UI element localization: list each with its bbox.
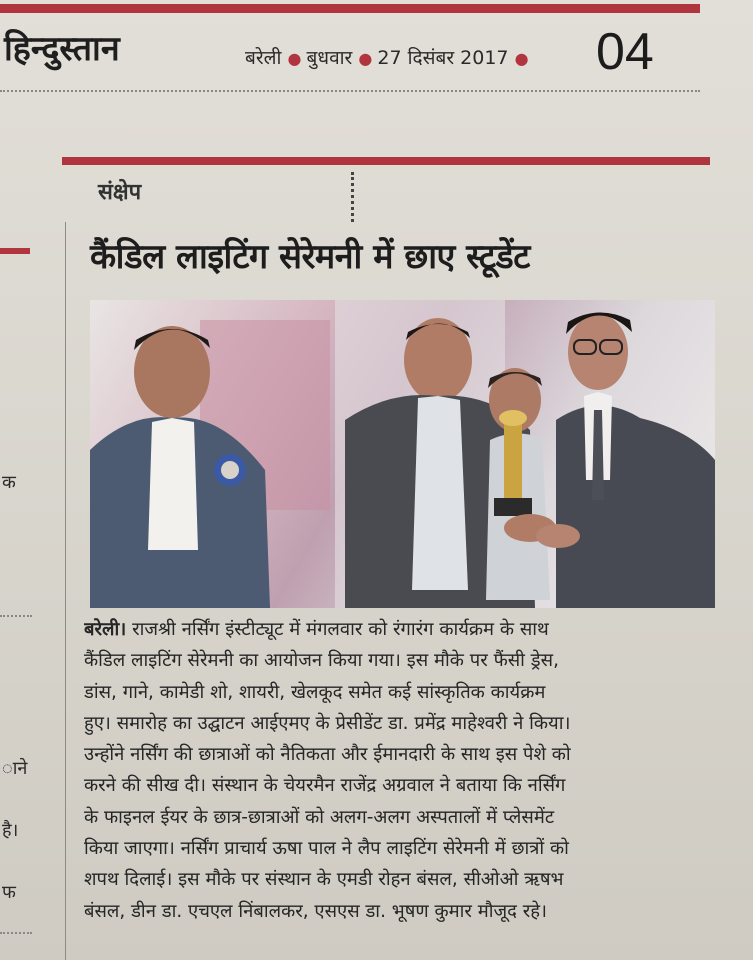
bullet-separator: ● xyxy=(358,49,378,68)
section-rule xyxy=(62,157,710,165)
article-line: हुए। समारोह का उद्घाटन आईएमए के प्रेसीडेंट डा. प्रमेंद्र माहेश्वरी ने किया। xyxy=(84,712,571,734)
article-line: बंसल, डीन डा. एचएल निंबालकर, एसएस डा. भूषण कुमार मौजूद रहे। xyxy=(84,900,547,922)
article-line: उन्होंने नर्सिंग की छात्राओं को नैतिकता और ईमानदारी के साथ इस पेशे को xyxy=(84,744,571,766)
adjacent-text-fragment: फ xyxy=(2,882,16,903)
photo-image xyxy=(90,300,715,608)
masthead-dateline xyxy=(245,44,529,70)
adjacent-column xyxy=(0,220,34,960)
newspaper-name: हिन्दुस्तान xyxy=(4,29,120,69)
page-number: 04 xyxy=(596,23,654,81)
adjacent-text-fragment: ाने xyxy=(2,758,28,779)
bullet-separator: ● xyxy=(287,49,307,68)
article-line: करने की सीख दी। संस्थान के चेयरमैन राजेंद्र अग्रवाल ने बताया कि नर्सिंग xyxy=(84,775,566,797)
section-divider xyxy=(351,172,354,222)
article-line xyxy=(84,614,724,645)
masthead-top-rule xyxy=(0,4,700,13)
article-dateline: बरेली। xyxy=(84,619,127,640)
article-line: किया जाएगा। नर्सिंग प्राचार्य ऊषा पाल ने लैप लाइटिंग सेरेमनी में छात्रों को xyxy=(84,838,569,860)
article-line: कैंडिल लाइटिंग सेरेमनी का आयोजन किया गया। इस मौके पर फैंसी ड्रेस, xyxy=(84,650,559,672)
masthead xyxy=(0,18,700,86)
column-rule xyxy=(65,222,66,960)
article-line: के फाइनल ईयर के छात्र-छात्राओं को अलग-अलग अस्पतालों में प्लेसमेंट xyxy=(84,806,555,828)
adjacent-column-rule xyxy=(0,248,30,254)
article-body xyxy=(84,614,724,927)
masthead-date: 27 दिसंबर 2017 xyxy=(377,47,509,69)
adjacent-text-fragment: है। xyxy=(2,820,19,841)
article-line: डांस, गाने, कामेडी शो, शायरी, खेलकूद समेत कई सांस्कृतिक कार्यक्रम xyxy=(84,681,546,703)
masthead-city: बरेली xyxy=(245,47,282,69)
masthead-day: बुधवार xyxy=(306,47,353,69)
section-label: संक्षेप xyxy=(98,180,142,205)
article-line-text: राजश्री नर्सिंग इंस्टीट्यूट में मंगलवार को रंगारंग कार्यक्रम के साथ xyxy=(126,619,549,640)
article-line: शपथ दिलाई। इस मौके पर संस्थान के एमडी रोहन बंसल, सीओओ ऋषभ xyxy=(84,869,564,891)
adjacent-text-fragment: क xyxy=(2,472,16,493)
masthead-divider xyxy=(0,90,700,92)
article-photo xyxy=(90,300,715,608)
adjacent-divider xyxy=(0,932,32,934)
bullet-separator: ● xyxy=(514,49,529,68)
adjacent-divider xyxy=(0,615,32,617)
article-headline: कैंडिल लाइटिंग सेरेमनी में छाए स्टूडेंट xyxy=(90,237,530,277)
